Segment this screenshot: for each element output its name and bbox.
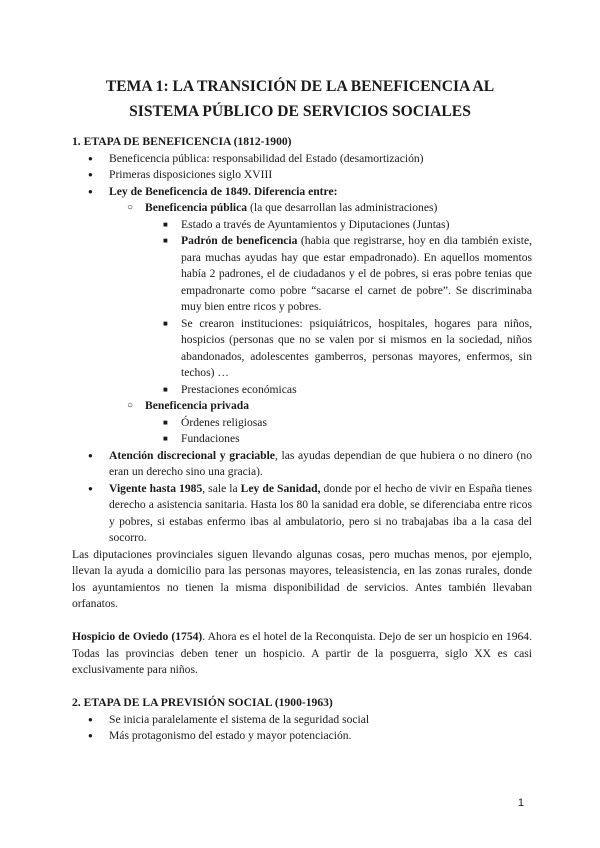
title-line-1: TEMA 1: LA TRANSICIÓN DE LA BENEFICENCIA AL — [105, 78, 495, 95]
hospicio-desc: . Ahora es el hotel de la Reconquista. Dejo de ser un hospicio en 1964. Todas las provincias deben tener un hospicio. A partir de la posguerra, siglo XX es casi exclusivamente para niños. — [72, 630, 532, 676]
list-item — [72, 184, 532, 448]
section-1-heading: 1. ETAPA DE BENEFICENCIA (1812-1900) — [72, 135, 292, 148]
list-item: ■ Órdenes religiosas — [145, 415, 532, 432]
list-item: ■ Se crearon instituciones: psiquiátricos, hospitales, hogares para niños, hospicios (personas que no se valen por si mismos en la sociedad, niños abandonados, adolescentes gamberros, personas mayores, enfermos, sin techos) … — [145, 316, 532, 382]
list-item: ● Beneficencia pública: responsabilidad del Estado (desamortización) — [72, 151, 532, 168]
title-line-2: SISTEMA PÚBLICO DE SERVICIOS SOCIALES — [129, 103, 471, 120]
beneficencia-publica-label: Beneficencia pública — [145, 201, 248, 214]
section-2-list — [72, 712, 532, 745]
diputaciones-paragraph: Las diputaciones provinciales siguen llevando algunas cosas, pero muchas menos, por ejemplo, llevan la ayuda a domicilio para las personas mayores, teleasistencia, en las zonas rurales, donde los ayuntamientos no tienen la misma disponibilidad de servicios. Antes también llevaban orfanatos. — [72, 547, 532, 610]
list-item: ● Se inicia paralelamente el sistema de la seguridad social — [72, 712, 532, 729]
document-title — [70, 74, 530, 124]
vigente-desc: donde por el hecho de vivir en España tienes derecho a asistencia sanitaria. Hasta los 80 la sanidad era doble, se diferenciaba entre ricos y pobres, si estabas enfermo ibas al ambulatorio, pero si no trabajabas iba a la casa del socorro. — [109, 481, 532, 544]
list-item: ■ Fundaciones — [145, 431, 532, 448]
list-item: ■ Estado a través de Ayuntamientos y Diputaciones (Juntas) — [145, 217, 532, 234]
atencion-desc: , las ayudas dependian de que hubiera o no dinero (no eran un derecho sino una gracia). — [109, 448, 532, 478]
list-item — [145, 233, 532, 316]
beneficencia-publica-desc: (la que desarrollan las administraciones) — [247, 201, 438, 214]
list-item — [72, 448, 532, 481]
document-body — [72, 134, 532, 745]
hospicio-paragraph — [72, 629, 532, 679]
section-1-list — [72, 151, 532, 547]
padron-desc: (habia que registrarse, hoy en dia también existe, para muchas ayudas hay que estar empadronado). En aquellos momentos había 2 padrones, el de ciudadanos y el de pobres, si eras pobre tenias que empadronarte como pobre “sacarse el carnet de pobre”. Se discriminaba muy bien entre ricos y pobres. — [181, 234, 532, 313]
list-item — [109, 200, 532, 398]
padron-label: Padrón de beneficencia — [181, 234, 298, 247]
ley-sanidad-label: Ley de Sanidad, — [240, 481, 321, 495]
ley-beneficencia-label: Ley de Beneficencia de 1849. Diferencia entre: — [109, 184, 338, 198]
publica-items-list — [145, 217, 532, 399]
page-number: 1 — [517, 797, 524, 809]
hospicio-label: Hospicio de Oviedo (1754) — [72, 630, 203, 643]
list-item — [72, 481, 532, 547]
list-item: ● Más protagonismo del estado y mayor potenciación. — [72, 728, 532, 745]
list-item: ■ Prestaciones económicas — [145, 382, 532, 399]
list-item — [109, 398, 532, 448]
vigente-label: Vigente hasta 1985 — [109, 481, 203, 495]
beneficencia-types-list — [109, 200, 532, 448]
privada-items-list — [145, 415, 532, 448]
list-item: ● Primeras disposiciones siglo XVIII — [72, 167, 532, 184]
section-2-heading: 2. ETAPA DE LA PREVISIÓN SOCIAL (1900-1963) — [72, 696, 333, 709]
vigente-connector: , sale la — [202, 481, 241, 495]
beneficencia-privada-label: Beneficencia privada — [145, 399, 250, 412]
atencion-label: Atención discrecional y graciable — [109, 448, 275, 462]
